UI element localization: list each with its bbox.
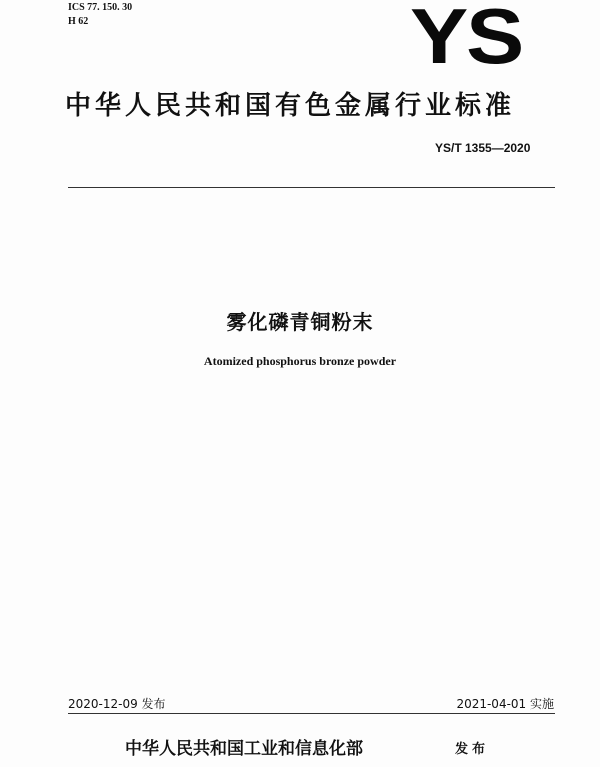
document-title-english: Atomized phosphorus bronze powder — [203, 354, 397, 368]
standard-number: YS/T 1355—2020 — [435, 141, 531, 155]
document-title-chinese: 雾化磷青铜粉末 — [226, 310, 374, 334]
top-divider — [68, 187, 555, 188]
ccs-code: H 62 — [68, 16, 89, 27]
issuing-authority: 中华人民共和国工业和信息化部 — [125, 739, 363, 759]
issue-date: 2020-12-09 发布 — [68, 697, 166, 711]
bottom-divider — [68, 713, 555, 714]
standard-classification: 中华人民共和国有色金属行业标准 — [65, 91, 516, 121]
ics-code: ICS 77. 150. 30 — [68, 2, 133, 13]
ys-logo: YS — [410, 0, 523, 80]
issuer-action: 发布 — [455, 742, 490, 757]
implementation-date: 2021-04-01 实施 — [456, 697, 554, 711]
